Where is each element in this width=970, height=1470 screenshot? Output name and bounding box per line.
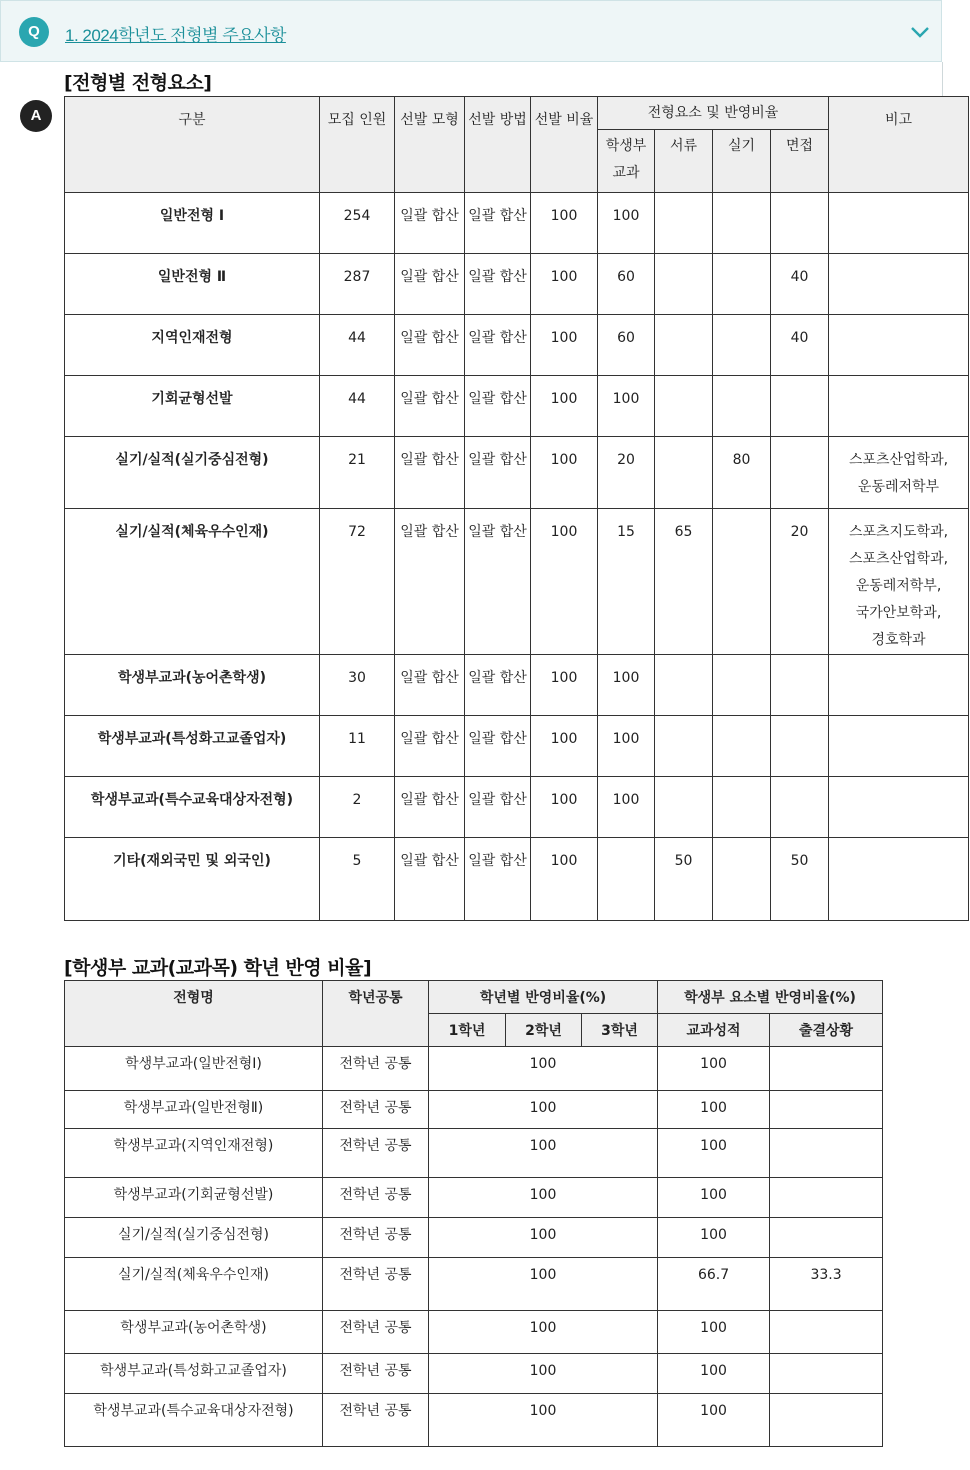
row-practical xyxy=(713,254,771,315)
row-type: 학생부교과(농어촌학생) xyxy=(65,1311,323,1354)
row-docs xyxy=(655,376,713,437)
row-model: 일괄 합산 xyxy=(395,655,465,716)
table-row xyxy=(65,376,969,437)
header-common: 학년공통 xyxy=(323,981,429,1047)
header-year-2: 2학년 xyxy=(506,1014,582,1047)
table-row xyxy=(65,1218,883,1258)
row-record xyxy=(598,838,655,921)
row-note xyxy=(829,838,969,921)
row-year-ratio: 100 xyxy=(429,1258,658,1311)
row-docs xyxy=(655,777,713,838)
row-note xyxy=(829,376,969,437)
row-record: 60 xyxy=(598,254,655,315)
row-attendance xyxy=(770,1394,883,1447)
row-ratio: 100 xyxy=(531,509,598,655)
row-name: 지역인재전형 xyxy=(65,315,320,376)
row-grades: 100 xyxy=(658,1091,770,1129)
table-row xyxy=(65,1354,883,1394)
header-type: 전형명 xyxy=(65,981,323,1047)
row-ratio: 100 xyxy=(531,376,598,437)
row-interview xyxy=(771,193,829,254)
header-by-year: 학년별 반영비율(%) xyxy=(429,981,658,1014)
row-method: 일괄 합산 xyxy=(465,376,531,437)
row-docs: 50 xyxy=(655,838,713,921)
row-attendance xyxy=(770,1091,883,1129)
row-record: 100 xyxy=(598,777,655,838)
row-year-ratio: 100 xyxy=(429,1394,658,1447)
row-attendance xyxy=(770,1129,883,1178)
header-practical: 실기 xyxy=(713,130,771,193)
row-model: 일괄 합산 xyxy=(395,254,465,315)
row-practical: 80 xyxy=(713,437,771,509)
row-name: 실기/실적(체육우수인재) xyxy=(65,509,320,655)
row-name: 학생부교과(특성화고교졸업자) xyxy=(65,716,320,777)
row-interview xyxy=(771,376,829,437)
question-title-link[interactable]: 1. 2024학년도 전형별 주요사항 xyxy=(65,26,286,45)
row-method: 일괄 합산 xyxy=(465,838,531,921)
row-model: 일괄 합산 xyxy=(395,193,465,254)
row-method: 일괄 합산 xyxy=(465,509,531,655)
row-type: 실기/실적(체육우수인재) xyxy=(65,1258,323,1311)
row-common: 전학년 공통 xyxy=(323,1258,429,1311)
section-title-elements: [전형별 전형요소] xyxy=(64,72,212,94)
row-name: 기회균형선발 xyxy=(65,376,320,437)
row-docs xyxy=(655,437,713,509)
chevron-down-icon[interactable] xyxy=(909,23,931,41)
table-row xyxy=(65,193,969,254)
row-record: 60 xyxy=(598,315,655,376)
row-grades: 100 xyxy=(658,1354,770,1394)
table-row xyxy=(65,1047,883,1091)
header-attendance: 출결상황 xyxy=(770,1014,883,1047)
table-row xyxy=(65,1311,883,1354)
row-note: 스포츠지도학과, 스포츠산업학과, 운동레저학부, 국가안보학과, 경호학과 xyxy=(829,509,969,655)
row-model: 일괄 합산 xyxy=(395,777,465,838)
row-common: 전학년 공통 xyxy=(323,1218,429,1258)
row-name: 일반전형 Ⅱ xyxy=(65,254,320,315)
row-grades: 100 xyxy=(658,1394,770,1447)
table-row xyxy=(65,315,969,376)
row-type: 학생부교과(지역인재전형) xyxy=(65,1129,323,1178)
header-elements: 전형요소 및 반영비율 xyxy=(598,97,829,130)
row-ratio: 100 xyxy=(531,193,598,254)
row-grades: 66.7 xyxy=(658,1258,770,1311)
row-interview: 20 xyxy=(771,509,829,655)
row-attendance: 33.3 xyxy=(770,1258,883,1311)
row-interview: 40 xyxy=(771,254,829,315)
row-model: 일괄 합산 xyxy=(395,437,465,509)
row-practical xyxy=(713,193,771,254)
row-docs xyxy=(655,655,713,716)
header-grades: 교과성적 xyxy=(658,1014,770,1047)
row-interview xyxy=(771,716,829,777)
row-recruit: 72 xyxy=(320,509,395,655)
header-interview: 면접 xyxy=(771,130,829,193)
row-interview: 40 xyxy=(771,315,829,376)
row-grades: 100 xyxy=(658,1129,770,1178)
row-record: 100 xyxy=(598,655,655,716)
row-name: 실기/실적(실기중심전형) xyxy=(65,437,320,509)
header-year-3: 3학년 xyxy=(582,1014,658,1047)
faq-question-header[interactable] xyxy=(0,0,942,62)
row-recruit: 30 xyxy=(320,655,395,716)
row-method: 일괄 합산 xyxy=(465,655,531,716)
row-practical xyxy=(713,655,771,716)
row-practical xyxy=(713,777,771,838)
row-year-ratio: 100 xyxy=(429,1311,658,1354)
row-model: 일괄 합산 xyxy=(395,315,465,376)
row-note xyxy=(829,655,969,716)
table-row xyxy=(65,655,969,716)
table-row xyxy=(65,777,969,838)
header-ratio: 선발 비율 xyxy=(531,97,598,193)
row-interview xyxy=(771,777,829,838)
row-type: 실기/실적(실기중심전형) xyxy=(65,1218,323,1258)
header-by-element: 학생부 요소별 반영비율(%) xyxy=(658,981,883,1014)
row-type: 학생부교과(기회균형선발) xyxy=(65,1178,323,1218)
row-recruit: 44 xyxy=(320,376,395,437)
row-common: 전학년 공통 xyxy=(323,1129,429,1178)
row-note: 스포츠산업학과, 운동레저학부 xyxy=(829,437,969,509)
row-recruit: 2 xyxy=(320,777,395,838)
row-model: 일괄 합산 xyxy=(395,376,465,437)
row-method: 일괄 합산 xyxy=(465,777,531,838)
row-common: 전학년 공통 xyxy=(323,1091,429,1129)
row-note xyxy=(829,315,969,376)
table-row xyxy=(65,1091,883,1129)
row-record: 100 xyxy=(598,376,655,437)
row-attendance xyxy=(770,1218,883,1258)
row-record: 100 xyxy=(598,716,655,777)
panel-border xyxy=(942,62,943,96)
answer-badge: A xyxy=(20,100,52,132)
row-docs xyxy=(655,193,713,254)
row-ratio: 100 xyxy=(531,838,598,921)
row-ratio: 100 xyxy=(531,655,598,716)
row-method: 일괄 합산 xyxy=(465,315,531,376)
row-name: 학생부교과(농어촌학생) xyxy=(65,655,320,716)
row-model: 일괄 합산 xyxy=(395,509,465,655)
row-grades: 100 xyxy=(658,1218,770,1258)
row-grades: 100 xyxy=(658,1311,770,1354)
row-recruit: 254 xyxy=(320,193,395,254)
row-recruit: 5 xyxy=(320,838,395,921)
row-year-ratio: 100 xyxy=(429,1047,658,1091)
row-attendance xyxy=(770,1311,883,1354)
row-year-ratio: 100 xyxy=(429,1218,658,1258)
row-docs: 65 xyxy=(655,509,713,655)
header-method: 선발 방법 xyxy=(465,97,531,193)
row-practical xyxy=(713,509,771,655)
row-common: 전학년 공통 xyxy=(323,1394,429,1447)
question-badge: Q xyxy=(19,17,49,47)
row-grades: 100 xyxy=(658,1047,770,1091)
row-type: 학생부교과(특수교육대상자전형) xyxy=(65,1394,323,1447)
row-ratio: 100 xyxy=(531,716,598,777)
header-model: 선발 모형 xyxy=(395,97,465,193)
row-docs xyxy=(655,315,713,376)
row-recruit: 11 xyxy=(320,716,395,777)
section-title-year-ratio: [학생부 교과(교과목) 학년 반영 비율] xyxy=(64,957,372,979)
header-year-1: 1학년 xyxy=(429,1014,506,1047)
admission-elements-table xyxy=(64,96,969,921)
table-row xyxy=(65,1258,883,1311)
header-recruit: 모집 인원 xyxy=(320,97,395,193)
row-note xyxy=(829,193,969,254)
row-name: 기타(재외국민 및 외국인) xyxy=(65,838,320,921)
row-model: 일괄 합산 xyxy=(395,716,465,777)
table-row xyxy=(65,509,969,655)
row-record: 20 xyxy=(598,437,655,509)
row-common: 전학년 공통 xyxy=(323,1178,429,1218)
row-note xyxy=(829,777,969,838)
row-attendance xyxy=(770,1354,883,1394)
row-type: 학생부교과(일반전형Ⅰ) xyxy=(65,1047,323,1091)
row-note xyxy=(829,254,969,315)
row-name: 일반전형 Ⅰ xyxy=(65,193,320,254)
header-category: 구분 xyxy=(65,97,320,193)
table-row xyxy=(65,1129,883,1178)
row-interview xyxy=(771,437,829,509)
row-practical xyxy=(713,376,771,437)
row-attendance xyxy=(770,1178,883,1218)
row-record: 15 xyxy=(598,509,655,655)
row-grades: 100 xyxy=(658,1178,770,1218)
row-common: 전학년 공통 xyxy=(323,1047,429,1091)
row-ratio: 100 xyxy=(531,437,598,509)
row-year-ratio: 100 xyxy=(429,1129,658,1178)
row-method: 일괄 합산 xyxy=(465,193,531,254)
row-year-ratio: 100 xyxy=(429,1178,658,1218)
table-row xyxy=(65,716,969,777)
row-year-ratio: 100 xyxy=(429,1354,658,1394)
row-method: 일괄 합산 xyxy=(465,716,531,777)
row-ratio: 100 xyxy=(531,777,598,838)
row-recruit: 21 xyxy=(320,437,395,509)
table-row xyxy=(65,437,969,509)
row-method: 일괄 합산 xyxy=(465,437,531,509)
row-note xyxy=(829,716,969,777)
row-docs xyxy=(655,254,713,315)
row-practical xyxy=(713,716,771,777)
row-common: 전학년 공통 xyxy=(323,1354,429,1394)
row-ratio: 100 xyxy=(531,254,598,315)
row-practical xyxy=(713,315,771,376)
header-record: 학생부 교과 xyxy=(598,130,655,193)
row-type: 학생부교과(특성화고교졸업자) xyxy=(65,1354,323,1394)
header-note: 비고 xyxy=(829,97,969,193)
row-model: 일괄 합산 xyxy=(395,838,465,921)
row-recruit: 44 xyxy=(320,315,395,376)
table-row xyxy=(65,1178,883,1218)
row-interview xyxy=(771,655,829,716)
row-type: 학생부교과(일반전형Ⅱ) xyxy=(65,1091,323,1129)
row-ratio: 100 xyxy=(531,315,598,376)
row-docs xyxy=(655,716,713,777)
row-attendance xyxy=(770,1047,883,1091)
table-row xyxy=(65,254,969,315)
header-docs: 서류 xyxy=(655,130,713,193)
row-interview: 50 xyxy=(771,838,829,921)
row-method: 일괄 합산 xyxy=(465,254,531,315)
row-record: 100 xyxy=(598,193,655,254)
row-name: 학생부교과(특수교육대상자전형) xyxy=(65,777,320,838)
row-year-ratio: 100 xyxy=(429,1091,658,1129)
row-recruit: 287 xyxy=(320,254,395,315)
row-practical xyxy=(713,838,771,921)
table-row xyxy=(65,1394,883,1447)
year-ratio-table xyxy=(64,980,883,1447)
row-common: 전학년 공통 xyxy=(323,1311,429,1354)
table-row xyxy=(65,838,969,921)
